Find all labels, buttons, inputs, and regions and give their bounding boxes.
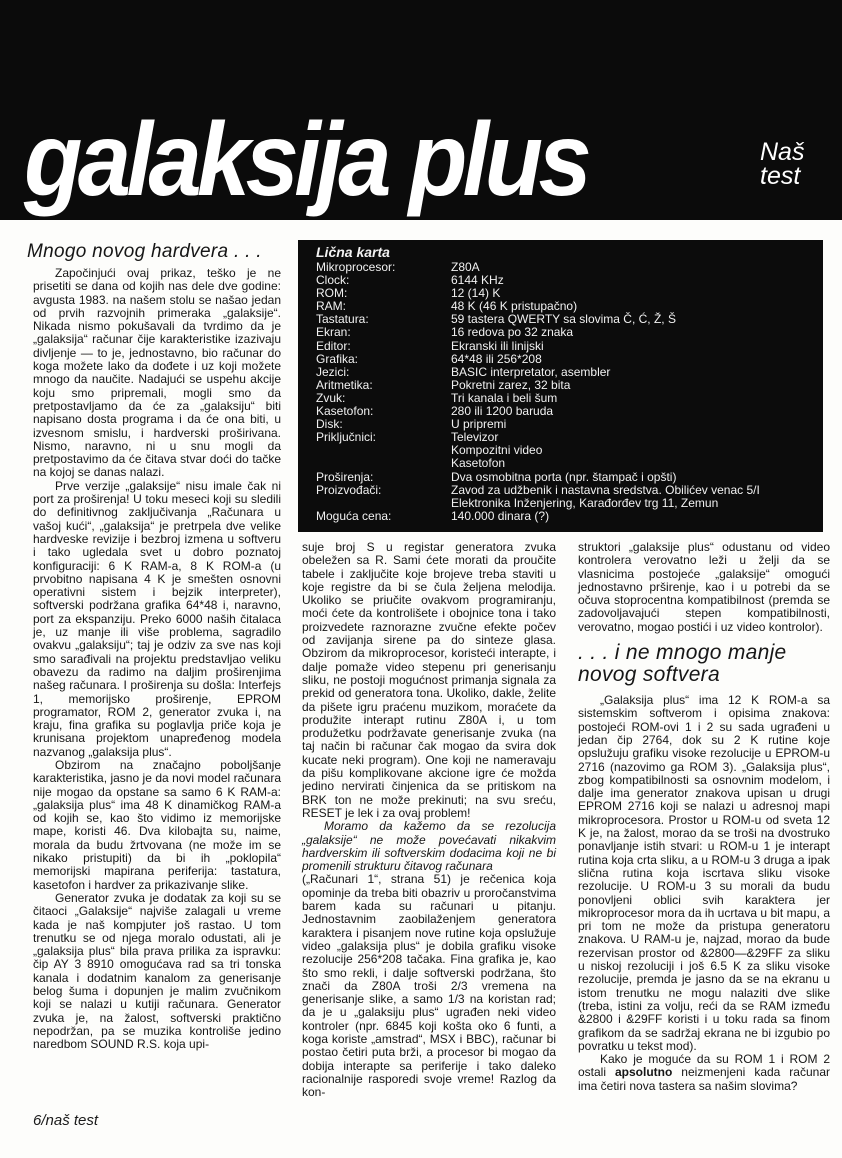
spec-values	[451, 484, 760, 510]
spec-values	[451, 326, 573, 339]
paragraph: struktori „galaksije plus“ odustanu od video kontrolera verovatno leži u želji da se vlasnicima postojeće „galaksije“ omogući jednostavno prširenje, kao i u potrebi da se očuva stoprocentna kompatibilnost (premda se zadovoljavajući stepen kompatibilnosti, verovatno, mogao postići i uz video kontrolor).	[578, 540, 830, 634]
section-heading-hardware: Mnogo novog hardvera . . .	[27, 241, 262, 262]
paragraph: Generator zvuka je dodatak za koji su se čitaoci „Galaksije“ najviše zalagali u vreme kada je naš kompjuter još rastao. U tom trenutku se od njega moralo odustati, ali je „galaksija plus“ bila prava prilika za ispravku: čip AY 3 8910 omogućava rad sa tri tonska kanala i dodatnim kanalom za generisanje belog šuma i dopunjen je malim zvučnikom koji se nalazi u kutiji računara. Generator zvuka je, na žalost, softverski praktično nepodržan, pa se muzika kontroliše jedino naredbom SOUND R.S. koja upi-	[33, 890, 281, 1052]
section-heading-line-2: novog softvera	[578, 663, 720, 687]
spec-values	[451, 379, 570, 392]
spec-label: Aritmetika:	[316, 377, 373, 392]
spec-label: Kasetofon:	[316, 404, 374, 419]
spec-values	[451, 353, 542, 366]
masthead	[0, 0, 842, 220]
spec-label: Zvuk:	[316, 390, 346, 405]
spec-label: Ekran:	[316, 325, 351, 340]
kicker-line-2: test	[760, 162, 801, 190]
spec-values	[451, 431, 542, 470]
emphasis-bold: apsolutno	[615, 1065, 673, 1080]
paragraph: Započinjući ovaj prikaz, teško je ne prisetiti se dana od kojih nas dele dve godine: avgusta 1983. na našem stolu se našao jedan od prvih razvojnih primeraka „galaksije“. Nikada nismo pokušavali da tvrdimo da je „galaksija“ računar čije karakteristike izazivaju divljenje — to je, jednostavno, bio računar do koga možete lako da dođete i uz koji možete mnogo da naučite. Nadajući se uspehu akcije koju smo pripremali, mogli smo da pretpostavljamo da će za „galaksiju“ biti napisano dosta programa i da će ona biti, u izvesnom smislu, i hardverski proširivana. Nismo, naravno, ni u snu mogli da pretpostavimo da će čitava stvar doći do tačke na kojoj se danas nalazi.	[33, 266, 281, 480]
spec-label: Mikroprocesor:	[316, 260, 396, 274]
spec-value: Zavod za udžbenik i nastavna sredstva. Obilićev venac 5/I	[451, 482, 760, 497]
magazine-article-title: galaksija plus	[24, 102, 588, 218]
spec-row	[316, 471, 823, 484]
spec-row	[316, 353, 823, 366]
section-kicker	[760, 140, 804, 188]
spec-label: Clock:	[316, 273, 350, 288]
article-column-3	[578, 541, 830, 1093]
spec-row	[316, 392, 823, 405]
spec-values	[451, 340, 544, 353]
spec-rows	[316, 261, 823, 523]
spec-value: 140.000 dinara (?)	[451, 508, 550, 523]
spec-label: Priključnici:	[316, 430, 377, 445]
spec-row	[316, 418, 823, 431]
spec-label: Moguća cena:	[316, 508, 392, 523]
spec-label: Editor:	[316, 338, 351, 353]
spec-label: Disk:	[316, 417, 343, 432]
page-footer: 6/naš test	[33, 1112, 99, 1129]
spec-label: Proširenja:	[316, 469, 374, 484]
spec-value: 16 redova po 32 znaka	[451, 325, 574, 340]
section-heading-software	[578, 642, 830, 686]
spec-label: RAM:	[316, 299, 346, 314]
spec-row	[316, 326, 823, 339]
spec-value: 64*48 ili 256*208	[451, 351, 542, 366]
paragraph: suje broj S u registar generatora zvuka obeležen sa R. Sami ćete morati da proučite tabele i zaključite koje brojeve treba staviti u koje registre da bi se čula željena melodija. Ukoliko se priučite ovakvom programiranju, moći ćete da kontrolišete i obojnice tona i tako proizvedete raznorazne zvučne efekte počev od zavijanja sirene pa do sinteze glasa. Obzirom da mikroprocesor, koristeći interapte, i dalje pomaže video stepenu pri generisanju sliku, ne postoji mogućnost primanja signala za prekid od generatora tona. Ukoliko, dakle, želite da pišete igru praćenu muzikom, moraćete da produžite interapt rutinu Z80A i, u tom produžetku podržavate generisanje zvuka (na taj način bi računar čak mogao da svira dok kucate neki program). One koji ne nameravaju da pišu komplikovane akcione igre će možda jedino nervirati činjenica da se pritiskom na BRK ton ne može prekinuti; na svu sreću, RESET je lek i za ovaj problem!	[302, 540, 556, 820]
section-heading-line-1: . . . i ne mnogo manje	[578, 641, 787, 665]
spec-value: Z80A	[451, 260, 480, 274]
paragraph: Obzirom na značajno poboljšanje karakteristika, jasno je da novi model računara nije mogao da opstane sa samo 6 K RAM-a: „galaksija plus“ ima 48 K dinamičkog RAM-a od kojih se, kao što vidimo iz memorijske mape, koristi 46. Dva kilobajta su, naime, morala da budu žrtvovana (ne može im se nikako pristupiti) da bi ih „poklopila“ memorijski mapirana periferija: tastatura, kasetofon i hardver za prikazivanje slike.	[33, 757, 281, 892]
spec-value: Dva osmobitna porta (npr. štampač i opšti)	[451, 469, 677, 484]
article-column-1	[27, 241, 281, 1052]
spec-box-title: Lična karta	[316, 244, 390, 260]
spec-row	[316, 405, 823, 418]
spec-row	[316, 274, 823, 287]
spec-row	[316, 366, 823, 379]
spec-value: Ekranski ili linijski	[451, 338, 544, 353]
spec-row	[316, 340, 823, 353]
spec-label: Proizvođači:	[316, 482, 382, 497]
spec-value: Televizor	[451, 430, 499, 445]
paragraph: („Računari 1“, strana 51) je rečenica koja opominje da treba biti obazriv u proročanstvima barem kada su računari u pitanju. Jednostavnim zaobilaženjem generatora karaktera i pisanjem nove rutine koja opslužuje video „galaksija plus“ je dobila grafiku visoke rezolucije 256*208 tačaka. Fina grafika je, kao što smo rekli, i dalje softverski podržana, što znači da Z80A troši 2/3 vremena na generisanje slike, a samo 1/3 na koristan rad; da je u „galaksiju plus“ ugrađen neki video kontroler (npr. 6845 koji košta oko 6 funti, a koga koriste „amstrad“, MSX i BBC), računar bi postao četiri puta brži, a procesor bi mogao da dobija interapte sa periferije i tako daleko racionalnije rasporedi svoje vreme! Razlog da kon-	[302, 872, 556, 1100]
spec-row	[316, 484, 823, 510]
spec-value: Kasetofon	[451, 456, 506, 471]
spec-label: Jezici:	[316, 364, 350, 379]
spec-box	[298, 240, 823, 532]
spec-value: BASIC interpretator, asembler	[451, 364, 611, 379]
spec-value: 280 ili 1200 baruda	[451, 404, 554, 419]
spec-label: Grafika:	[316, 351, 359, 366]
spec-values	[451, 510, 549, 523]
text-run: neizmenjeni kada računar ima četiri nova tastera sa našim slovima?	[578, 1065, 830, 1093]
paragraph-closing	[578, 1053, 830, 1093]
spec-value: 48 K (46 K pristupačno)	[451, 299, 578, 314]
spec-label: ROM:	[316, 286, 348, 301]
kicker-line-1: Naš	[760, 138, 805, 166]
spec-label: Tastatura:	[316, 312, 369, 327]
paragraph: „Galaksija plus“ ima 12 K ROM-a sa sistemskim softverom i opisima znakova: postojeći ROM-ovi 1 i 2 su sada ugrađeni u jedan čip 2764, dok su 2 K rutine koje opslužuju grafiku visoke rezolucije u EPROM-u 2716 (nazovimo ga ROM 3). „Galaksija plus“, zbog kompatibilnosti sa osnovnim modelom, i dalje ima generator znakova upisan u drugi EPROM 2716 koji se nalazi u adresnoj mapi mikroprocesora. Prostor u ROM-u od sveta 12 K je, na žalost, morao da se troši na dvostruko ponavljanje istih stvari: u ROM-u 1 je interapt rutina koja crta sliku, a u ROM-u 3 druga a ipak slična rutina koja iscrtava sliku visoke rezolucije. U ROM-u 3 su morali da budu ponovljeni oblici svih karaktera jer mikroprocesor mora da ih ucrtava u bit mapu, a pri tom ne može da pristupa generatoru znakova. U RAM-u je, najzad, morao da bude rezervisan prostor od &2800—&29FF za sliku u niskoj rezoluciji i još 6.5 K za sliku visoke rezolucije, premda je jasno da se na ekranu u istom trenutku ne mogu nalaziti dve slike (treba, istini za volju, reći da se RAM između &2800 i &29FF koristi i u toku rada sa finom grafikom da se sadržaj ekrana ne bi izgubio po povratku u tekst mod).	[578, 693, 830, 1053]
spec-value: 12 (14) K	[451, 286, 501, 301]
paragraph: Prve verzije „galaksije“ nisu imale čak ni port za proširenja! U toku meseci koji su sledili do definitivnog zaključivanja „Računara u vašoj kući“, „galaksija“ je pretrpela dve velike hardveske revizije i bezbroj izmena u softveru i tako ugledala svet u dobro poznatoj konfiguraciji: 6 K RAM-a, 8 K ROM-a (u prvobitno napisana 4 K je smešten osnovni operativni sistem i bejzik interpreter), softverski podržana grafika 64*48 i, naravno, port za ekspanziju. Preko 6000 naših čitalaca je, uz manje ili više problema, sagradilo ovakvu „galaksiju“; taj je odziv za sve nas koji smo sarađivali na projektu predstavljao veliku obavezu da radimo na daljim proširenjima našeg računara. I proširenja su došla: Interfejs 1, memorijsko proširenje, EPROM programator, ROM 2, generator zvuka i, na kraju, fina grafika su poglavlja priče koja je krunisana projektom unapređenog modela nazvanog „galaksija plus“.	[33, 478, 281, 759]
spec-value: Tri kanala i beli šum	[451, 390, 558, 405]
spec-values	[451, 471, 676, 484]
spec-row	[316, 510, 823, 523]
spec-value: Elektronika Inženjering, Karađorđev trg 11, Zemun	[451, 495, 719, 510]
spec-row	[316, 379, 823, 392]
spec-value: 6144 KHz	[451, 273, 504, 288]
spec-value: 59 tastera QWERTY sa slovima Č, Ć, Ž, Š	[451, 312, 676, 327]
spec-row	[316, 261, 823, 274]
article-column-2	[302, 541, 556, 1099]
spec-value: Pokretni zarez, 32 bita	[451, 377, 571, 392]
spec-values	[451, 366, 610, 379]
quoted-paragraph: Moramo da kažemo da se rezolucija „galaksije“ ne može povećavati nikakvim hardverskim ili softverskim dodacima koji ne bi promenili strukturu čitavog računara	[302, 819, 556, 874]
text-run: Kako je moguće da su ROM 1 i ROM 2 ostali	[578, 1052, 830, 1080]
spec-row	[316, 431, 823, 470]
spec-value: Kompozitni video	[451, 443, 543, 458]
spec-value: U pripremi	[451, 417, 507, 432]
